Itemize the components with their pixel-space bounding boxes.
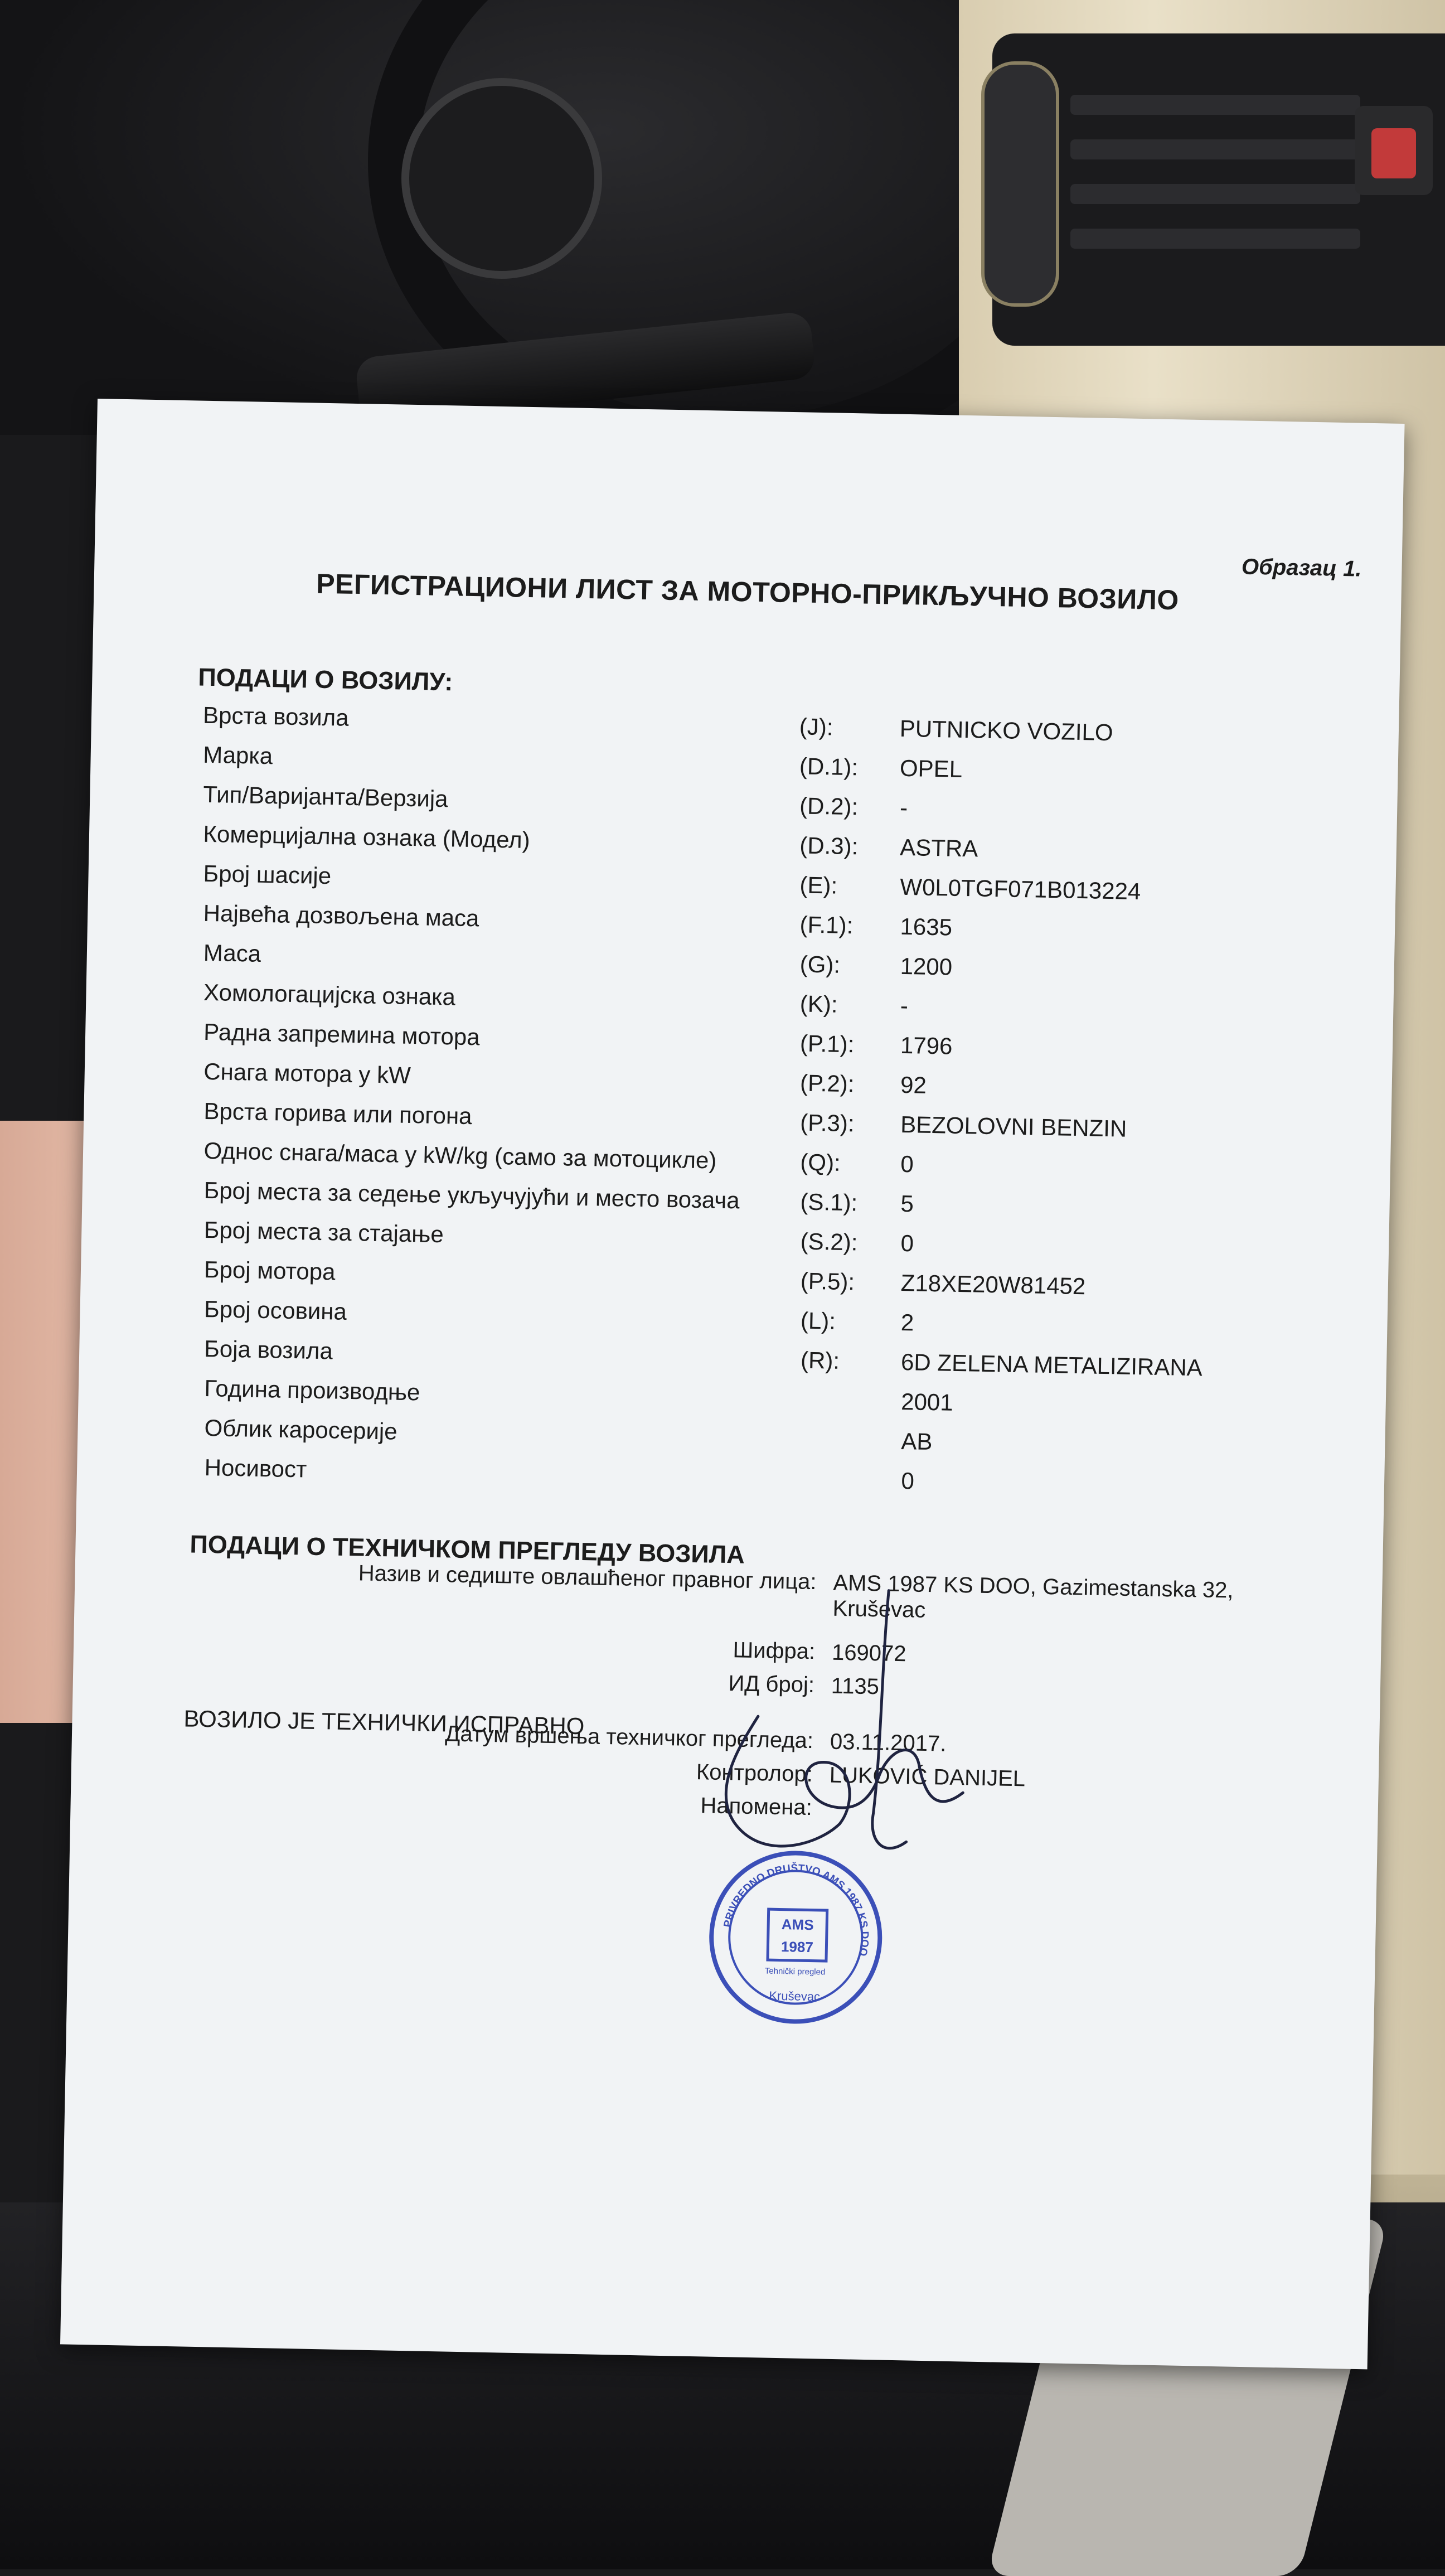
vehicle-field-value: - [899,794,908,821]
instrument-gauge [401,78,602,279]
vehicle-field-code: (F.1): [799,911,854,939]
vehicle-field-value: 0 [900,1150,914,1178]
tech-field-label: Назив и седиште овлашћеног правног лица: [358,1561,817,1595]
vehicle-field-value: 0 [900,1229,914,1257]
vehicle-field-value: Z18XE20W81452 [900,1269,1086,1300]
official-stamp [707,1849,884,2026]
tech-field-value-line2: Kruševac [832,1596,926,1623]
vehicle-field-label: Боја возила [203,1335,333,1364]
stamp-city: Kruševac [769,1988,821,2004]
vehicle-field-code: (P.1): [799,1030,855,1058]
vent-slat [1070,184,1360,204]
vehicle-field-value: 2001 [900,1388,954,1416]
vehicle-field-label: Врста возила [202,701,350,731]
vehicle-field-label: Комерцијална ознака (Модел) [203,820,531,854]
vehicle-field-label: Маса [203,939,261,967]
tech-field-value: 03.11.2017. [830,1729,947,1756]
vehicle-field-code: (G): [799,951,841,978]
tech-field-label: Шифра: [733,1638,816,1664]
vehicle-field-label: Носивост [204,1454,307,1483]
vehicle-field-label: Број места за стајање [203,1216,444,1248]
vehicle-field-code: (D.3): [799,832,859,860]
stamp-subtext: Tehnički pregled [764,1966,826,1977]
vehicle-field-code: (P.5): [800,1267,855,1295]
vehicle-field-label: Хомологацијска ознака [203,979,456,1010]
vehicle-field-code: (Q): [800,1149,841,1176]
vehicle-field-label: Врста горива или погона [203,1097,472,1130]
vehicle-field-code: (D.2): [799,792,859,820]
stamp-logo-line1: AMS [781,1916,814,1934]
vehicle-field-code: (S.1): [800,1188,858,1216]
vehicle-field-value: OPEL [899,754,963,782]
tech-field-value: LUKOVIĆ DANIJEL [829,1762,1026,1791]
vehicle-field-label: Снага мотора у kW [203,1058,411,1089]
vehicle-field-label: Тип/Варијанта/Верзија [202,781,449,812]
vehicle-field-value: 1635 [900,913,953,941]
tech-field-label: ИД број: [728,1671,815,1698]
tech-field-label: Напомена: [700,1793,813,1820]
vehicle-field-code: (K): [799,990,838,1018]
tech-field-label: Датум вршења техничког прегледа: [444,1721,814,1754]
tech-section-title: ПОДАЦИ О ТЕХНИЧКОМ ПРЕГЛЕДУ ВОЗИЛА [190,1529,745,1569]
vehicle-field-label: Највећа дозвољена маса [203,899,479,932]
vehicle-field-code: (E): [799,871,838,899]
signature [671,1575,1011,1882]
vehicle-field-label: Година производње [204,1375,420,1406]
vehicle-field-label: Број шасије [203,860,332,889]
vehicle-field-value: 5 [900,1190,914,1217]
vehicle-field-value: ASTRA [899,834,978,862]
vehicle-field-value: PUTNICKO VOZILO [899,715,1114,746]
vehicle-field-code: (D.1): [799,753,859,781]
stamp-logo-box [766,1908,828,1963]
vehicle-field-label: Број места за седење укључујући и место возача [203,1176,740,1214]
vehicle-field-value: 1796 [900,1032,953,1059]
vehicle-field-label: Број мотора [203,1256,336,1285]
vehicle-field-value: 92 [900,1071,927,1098]
vehicle-field-code: (R): [800,1347,840,1374]
vehicle-field-value: W0L0TGF071B013224 [900,873,1141,905]
vehicle-field-value: BEZOLOVNI BENZIN [900,1111,1127,1142]
vehicle-field-value: 6D ZELENA METALIZIRANA [900,1348,1203,1381]
vehicle-field-code: (L): [800,1307,836,1334]
hazard-icon [1371,128,1416,178]
tech-field-label: Контролор: [696,1760,813,1787]
vehicle-field-code: (S.2): [800,1228,858,1256]
registration-sheet [60,399,1405,2369]
vehicle-field-value: 0 [901,1468,915,1494]
vent-slat [1070,229,1360,249]
air-vent-ring [981,61,1059,307]
document-title: РЕГИСТРАЦИОНИ ЛИСТ ЗА МОТОРНО-ПРИКЉУЧНО ВОЗИЛО [316,568,1180,616]
tech-field-value: AMS 1987 KS DOO, Gazimestanska 32, [833,1570,1234,1603]
vehicle-field-label: Број осовина [203,1295,347,1325]
svg-text:PRIVREDNO DRUŠTVO AMS 1987 KS: PRIVREDNO DRUŠTVO AMS 1987 KS DOO [721,1862,871,1958]
vehicle-field-label: Марка [202,741,273,769]
vehicle-field-code: (P.3): [799,1109,855,1137]
vehicle-section-title: ПОДАЦИ О ВОЗИЛУ: [197,662,453,696]
vehicle-field-label: Облик каросерије [204,1415,398,1445]
vehicle-field-code: (P.2): [799,1069,855,1097]
vehicle-field-label: Однос снага/маса у kW/kg (само за мотоцикле) [203,1137,717,1174]
vehicle-field-code: (J): [799,713,834,740]
vehicle-field-value: 2 [900,1309,914,1336]
vent-slat [1070,139,1360,159]
stamp-logo-line2: 1987 [780,1938,814,1956]
vent-slat [1070,95,1360,115]
vehicle-field-value: AB [900,1428,933,1455]
vehicle-field-value: - [900,992,909,1019]
vehicle-field-label: Радна запремина мотора [203,1018,481,1050]
vehicle-field-value: 1200 [900,952,953,980]
form-number: Образац 1. [1241,554,1362,582]
tech-field-value: 169072 [831,1640,906,1667]
tech-field-value: 1135 [831,1673,880,1699]
inspection-verdict: ВОЗИЛО ЈЕ ТЕХНИЧКИ ИСПРАВНО [183,1705,585,1740]
